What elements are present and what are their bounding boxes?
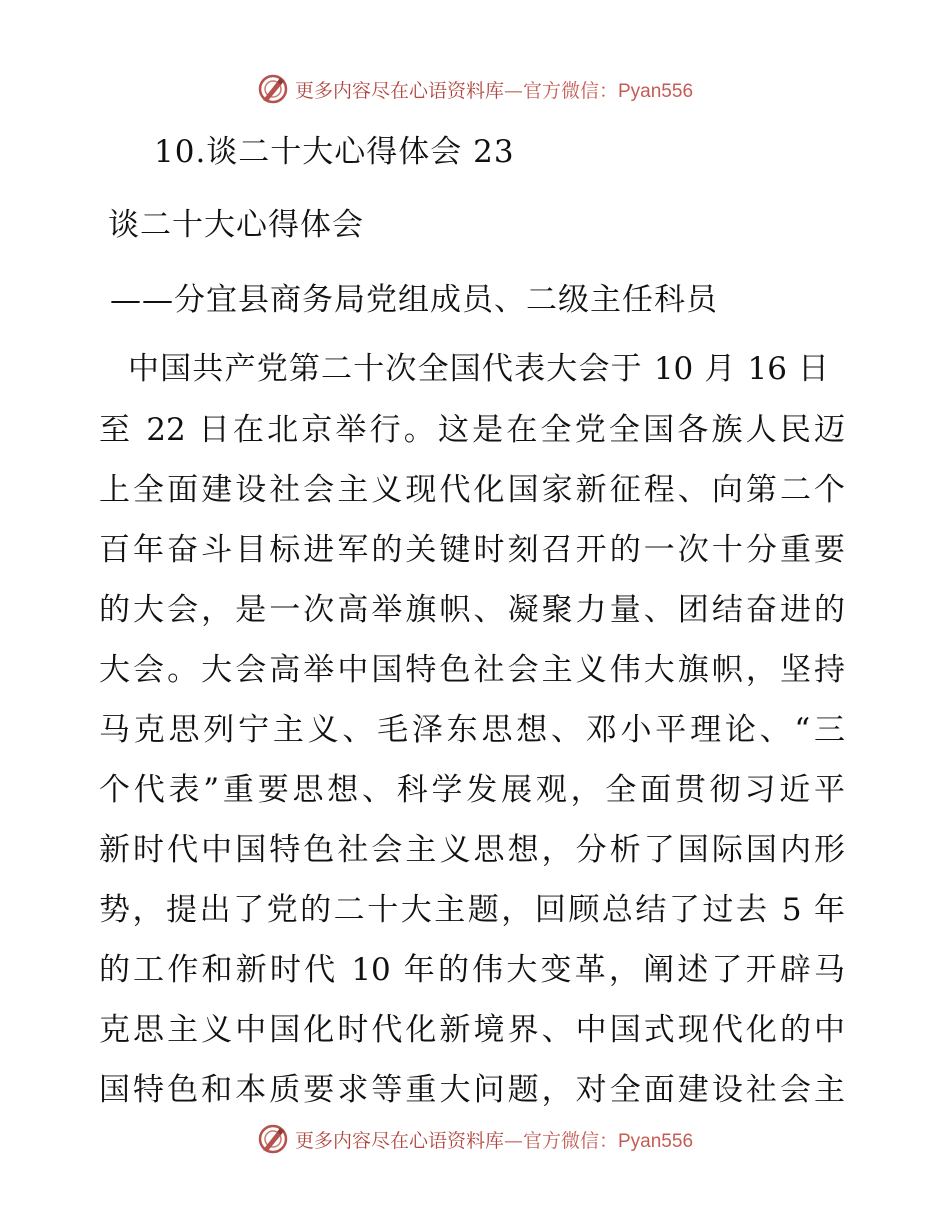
- watermark-banner-top: [0, 72, 950, 106]
- document-byline: ——分宜县商务局党组成员、二级主任科员: [110, 282, 718, 318]
- paragraph-line: 国特色和本质要求等重大问题，对全面建设社会主: [99, 1072, 845, 1108]
- paragraph-line: 上全面建设社会主义现代化国家新征程、向第二个: [99, 472, 845, 508]
- watermark-text: 更多内容尽在心语资料库—官方微信：Pyan556: [294, 1129, 694, 1152]
- paragraph-line: 马克思列宁主义、毛泽东思想、邓小平理论、“三: [99, 712, 845, 748]
- paragraph-line: 势，提出了党的二十大主题，回顾总结了过去 5 年: [99, 892, 845, 928]
- paragraph-line: 中国共产党第二十次全国代表大会于 10 月 16 日: [128, 351, 829, 387]
- document-subtitle: 谈二十大心得体会: [108, 207, 364, 243]
- paragraph-line: 至 22 日在北京举行。这是在全党全国各族人民迈: [99, 412, 845, 448]
- paragraph-line: 百年奋斗目标进军的关键时刻召开的一次十分重要: [99, 532, 845, 568]
- paragraph-line: 的大会，是一次高举旗帜、凝聚力量、团结奋进的: [99, 592, 845, 628]
- paragraph-line: 克思主义中国化时代化新境界、中国式现代化的中: [99, 1012, 845, 1048]
- paragraph-line: 的工作和新时代 10 年的伟大变革，阐述了开辟马: [99, 952, 845, 988]
- pen-logo-icon: [257, 73, 289, 105]
- paragraph-line: 新时代中国特色社会主义思想，分析了国际国内形: [99, 832, 845, 868]
- document-title: 10.谈二十大心得体会 23: [154, 134, 515, 170]
- watermark-banner-bottom: [0, 1122, 950, 1156]
- paragraph-line: 大会。大会高举中国特色社会主义伟大旗帜，坚持: [99, 652, 845, 688]
- paragraph-line: 个代表”重要思想、科学发展观，全面贯彻习近平: [99, 772, 845, 808]
- watermark-text: 更多内容尽在心语资料库—官方微信：Pyan556: [294, 79, 694, 102]
- pen-logo-icon: [257, 1123, 289, 1155]
